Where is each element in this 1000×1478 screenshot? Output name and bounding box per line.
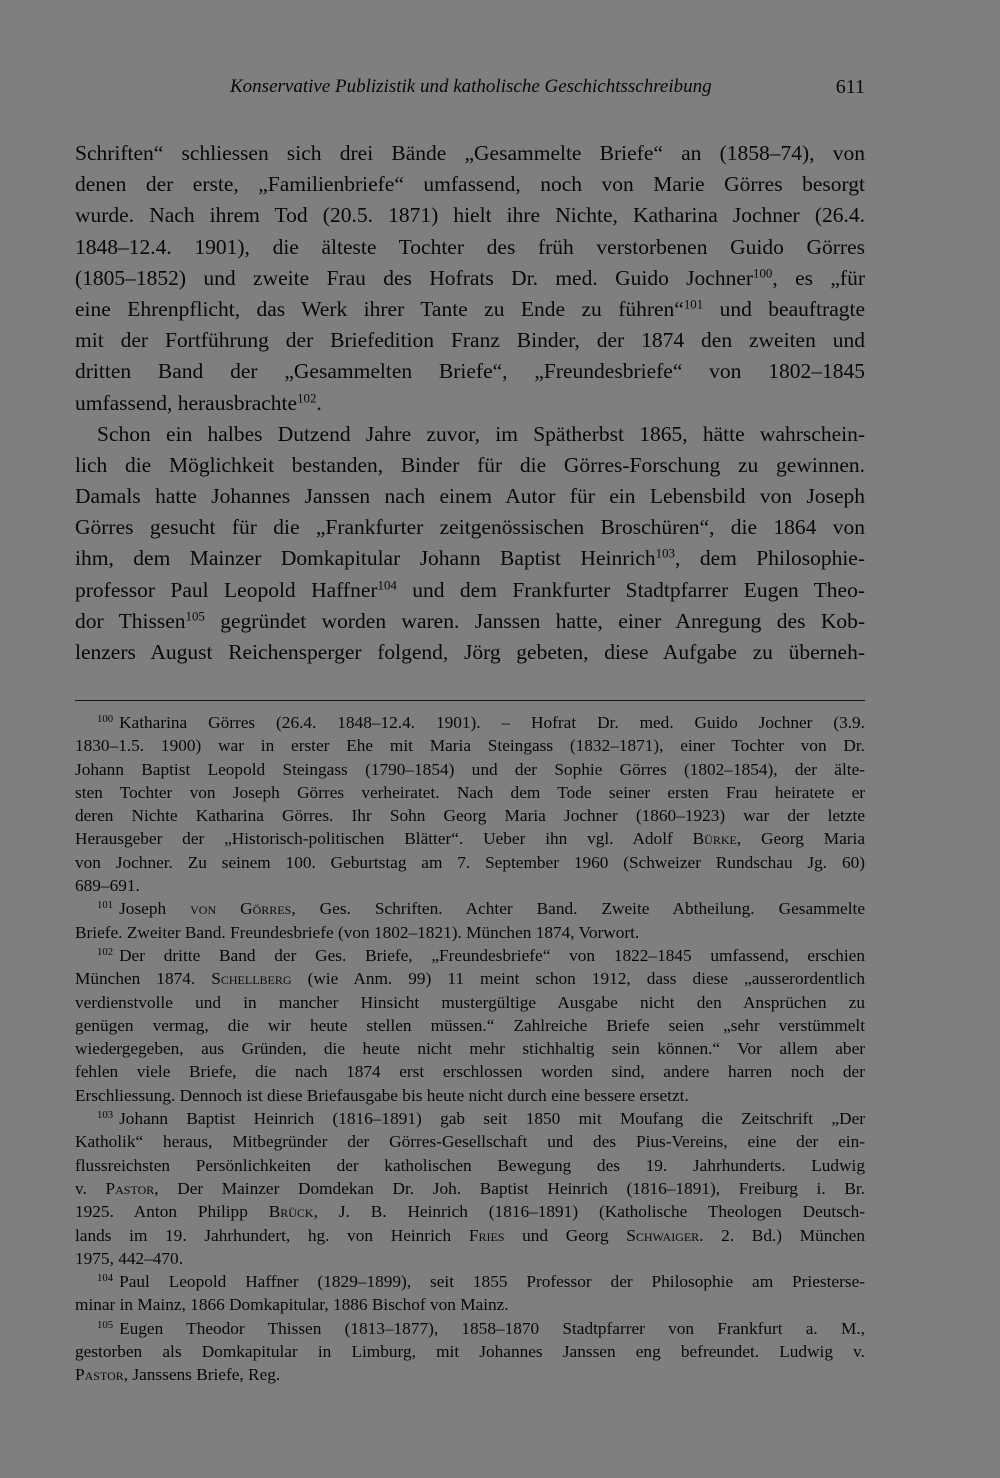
- text-run: , Ges. Schriften. Achter Band. Zweite Abtheilung. Gesammelte: [291, 899, 865, 919]
- text-run: eine Ehrenpflicht, das Werk ihrer Tante zu Ende zu führen“: [75, 296, 684, 321]
- footnote-line: [75, 921, 865, 944]
- body-line: [75, 200, 865, 231]
- footnotes: [75, 711, 865, 1387]
- footnote-line: [75, 1340, 865, 1363]
- body-line: [75, 575, 865, 606]
- text-run: , Janssens Briefe, Reg.: [123, 1365, 281, 1385]
- text-run: deren Nichte Katharina Görres. Ihr Sohn Georg Maria Jochner (1860–1923) war der letzte: [75, 806, 865, 826]
- text-run: Schriften“ schliessen sich drei Bände „Gesammelte Briefe“ an (1858–74), von: [75, 141, 865, 165]
- footnote-line: [75, 944, 865, 967]
- body-line: [75, 169, 865, 200]
- text-run: umfassend, herausbrachte: [75, 390, 298, 415]
- text-run: (wie Anm. 99) 11 meint schon 1912, dass diese „ausserordentlich: [291, 969, 866, 989]
- text-run: fehlen viele Briefe, die nach 1874 erst erschlossen worden sind, andere harren noch der: [75, 1062, 865, 1082]
- text-run: minar in Mainz, 1866 Domkapitular, 1886 Bischof von Mainz.: [75, 1295, 509, 1315]
- text-run: professor Paul Leopold Haffner: [75, 577, 378, 602]
- small-caps-name: von Görres: [190, 899, 292, 919]
- text-run: 689–691.: [75, 876, 140, 896]
- text-run: München 1874.: [75, 969, 212, 989]
- text-run: , Der Mainzer Domdekan Dr. Joh. Baptist Heinrich (1816–1891), Freiburg i. Br.: [154, 1178, 865, 1198]
- small-caps-name: Schwaiger: [626, 1225, 700, 1245]
- footnote-104: [75, 1270, 865, 1317]
- footnote-line: [75, 874, 865, 897]
- body-line: [75, 325, 865, 356]
- text-run: Schon ein halbes Dutzend Jahre zuvor, im Spätherbst 1865, hätte wahrschein-: [97, 421, 865, 446]
- footnote-line: [75, 1177, 865, 1200]
- footnote-line: [75, 1130, 865, 1153]
- text-run: lich die Möglichkeit bestanden, Binder für die Görres-Forschung zu gewinnen.: [75, 452, 865, 477]
- text-run: Herausgeber der „Historisch-politischen Blätter“. Ueber ihn vgl. Adolf: [75, 829, 693, 849]
- body-line: [75, 481, 865, 512]
- text-run: und dem Frankfurter Stadtpfarrer Eugen Theo-: [396, 577, 865, 602]
- footnote-line: [75, 1247, 865, 1270]
- text-run: 1830–1.5. 1900) war in erster Ehe mit Maria Steingass (1832–1871), einer Tochter von Dr.: [75, 736, 865, 756]
- footnote-line: [75, 1107, 865, 1130]
- text-run: . 2. Bd.) München: [699, 1225, 865, 1245]
- small-caps-name: Fries: [468, 1225, 505, 1245]
- footnote-line: [75, 827, 865, 850]
- body-text: [75, 138, 865, 668]
- text-run: Johann Baptist Leopold Steingass (1790–1854) und der Sophie Görres (1802–1854), der älte-: [75, 759, 865, 779]
- text-run: verdienstvolle und in mancher Hinsicht mustergültige Ausgabe nicht den Ansprüchen zu: [75, 992, 865, 1012]
- text-run: , es „für: [772, 265, 865, 290]
- text-run: gestorben als Domkapitular in Limburg, mit Johannes Janssen eng befreundet. Ludwig v.: [75, 1342, 865, 1362]
- page-number: 611: [835, 76, 865, 98]
- footnote-reference: 105: [185, 609, 205, 624]
- text-run: (1805–1852) und zweite Frau des Hofrats Dr. med. Guido Jochner: [75, 265, 754, 290]
- text-run: Briefe. Zweiter Band. Freundesbriefe (von 1802–1821). München 1874, Vorwort.: [75, 922, 640, 942]
- text-run: Johann Baptist Heinrich (1816–1891) gab seit 1850 mit Moufang die Zeitschrift „Der: [119, 1109, 865, 1129]
- small-caps-name: Schellberg: [211, 969, 292, 989]
- footnote-line: [75, 804, 865, 827]
- footnote-number: 102: [97, 946, 114, 959]
- text-run: Eugen Theodor Thissen (1813–1877), 1858–1870 Stadtpfarrer von Frankfurt a. M.,: [119, 1318, 865, 1338]
- text-run: gegründet worden waren. Janssen hatte, einer Anregung des Kob-: [204, 608, 866, 633]
- footnote-line: [75, 711, 865, 734]
- text-run: und beauftragte: [703, 296, 865, 321]
- text-run: flussreichsten Persönlichkeiten der katholischen Bewegung des 19. Jahrhunderts. Ludwig: [75, 1155, 865, 1175]
- footnote-number: 103: [97, 1109, 114, 1122]
- text-run: dor Thissen: [75, 608, 186, 633]
- text-run: , J. B. Heinrich (1816–1891) (Katholische Theologen Deutsch-: [313, 1202, 865, 1222]
- footnote-number: 104: [97, 1272, 114, 1285]
- text-run: .: [316, 390, 322, 415]
- text-run: von Jochner. Zu seinem 100. Geburtstag am 7. September 1960 (Schweizer Rundschau Jg. 60): [75, 852, 865, 872]
- footnote-line: [75, 758, 865, 781]
- footnote-line: [75, 1317, 865, 1340]
- footnote-line: [75, 991, 865, 1014]
- running-title: Konservative Publizistik und katholische Geschichtsschreibung: [230, 76, 712, 97]
- body-line: [75, 294, 865, 325]
- footnote-line: [75, 1200, 865, 1223]
- text-run: dritten Band der „Gesammelten Briefe“, „Freundesbriefe“ von 1802–1845: [75, 359, 865, 384]
- footnote-line: [75, 967, 865, 990]
- running-head: [75, 76, 865, 104]
- small-caps-name: Pastor: [105, 1178, 155, 1198]
- footnote-line: [75, 1060, 865, 1083]
- text-run: ihm, dem Mainzer Domkapitular Johann Baptist Heinrich: [75, 546, 656, 571]
- footnote-102: [75, 944, 865, 1107]
- body-line: [75, 450, 865, 481]
- footnote-line: [75, 897, 865, 920]
- text-run: lands im 19. Jahrhundert, hg. von Heinrich: [75, 1225, 469, 1245]
- text-run: , dem Philosophie-: [675, 546, 865, 571]
- footnote-reference: 103: [655, 546, 675, 561]
- footnote-line: [75, 1014, 865, 1037]
- text-run: 1975, 442–470.: [75, 1248, 184, 1268]
- body-line: [75, 138, 865, 169]
- text-run: Paul Leopold Haffner (1829–1899), seit 1855 Professor der Philosophie am Priesterse-: [119, 1272, 865, 1292]
- text-run: 1848–12.4. 1901), die älteste Tochter des früh verstorbenen Guido Görres: [75, 234, 865, 259]
- footnote-103: [75, 1107, 865, 1270]
- text-run: 1925. Anton Philipp: [75, 1202, 269, 1222]
- body-paragraph: [75, 138, 865, 419]
- small-caps-name: Brück: [268, 1202, 314, 1222]
- body-line: [75, 263, 865, 294]
- body-paragraph: [75, 419, 865, 669]
- body-line: [75, 356, 865, 387]
- body-line: [75, 637, 865, 668]
- footnote-line: [75, 1084, 865, 1107]
- footnote-line: [75, 1037, 865, 1060]
- footnote-line: [75, 1270, 865, 1293]
- text-run: lenzers August Reichensperger folgend, Jörg gebeten, diese Aufgabe zu überneh-: [75, 640, 865, 664]
- footnote-number: 105: [97, 1318, 114, 1331]
- footnote-line: [75, 1224, 865, 1247]
- text-run: , Georg Maria: [736, 829, 865, 849]
- small-caps-name: Bürke: [692, 829, 737, 849]
- text-run: Katharina Görres (26.4. 1848–12.4. 1901). – Hofrat Dr. med. Guido Jochner (3.9.: [119, 713, 865, 732]
- body-line: [75, 232, 865, 263]
- footnote-line: [75, 781, 865, 804]
- footnote-number: 100: [97, 713, 114, 726]
- footnote-reference: 102: [297, 390, 317, 405]
- body-line: [75, 512, 865, 543]
- text-run: genügen vermag, die wir heute stellen müssen.“ Zahlreiche Briefe seien „sehr verstümmelt: [75, 1015, 865, 1035]
- text-run: Joseph: [119, 899, 191, 919]
- text-run: sten Tochter von Joseph Görres verheiratet. Nach dem Tode seiner ersten Frau heiratete er: [75, 782, 865, 802]
- text-run: wiedergegeben, aus Gründen, die heute nicht mehr stichhaltig sein können.“ Vor allem aber: [75, 1039, 865, 1059]
- text-run: denen der erste, „Familienbriefe“ umfassend, noch von Marie Görres besorgt: [75, 172, 865, 197]
- text-run: und Georg: [504, 1225, 627, 1245]
- text-run: Görres gesucht für die „Frankfurter zeitgenössischen Broschüren“, die 1864 von: [75, 515, 865, 540]
- body-line: [75, 388, 865, 419]
- footnote-line: [75, 1154, 865, 1177]
- footnote-separator: [75, 700, 865, 701]
- text-run: mit der Fortführung der Briefedition Franz Binder, der 1874 den zweiten und: [75, 328, 865, 353]
- footnote-reference: 100: [753, 266, 773, 281]
- footnote-number: 101: [97, 899, 114, 912]
- text-run: Der dritte Band der Ges. Briefe, „Freundesbriefe“ von 1822–1845 umfassend, erschien: [119, 945, 865, 965]
- footnote-line: [75, 1293, 865, 1316]
- body-line: [75, 419, 865, 450]
- footnote-101: [75, 897, 865, 944]
- text-run: wurde. Nach ihrem Tod (20.5. 1871) hielt ihre Nichte, Katharina Jochner (26.4.: [75, 203, 865, 228]
- small-caps-name: Pastor: [75, 1365, 124, 1385]
- text-run: Erschliessung. Dennoch ist diese Briefausgabe bis heute nicht durch eine bessere ersetzt.: [75, 1085, 689, 1105]
- body-line: [75, 543, 865, 574]
- footnote-100: [75, 711, 865, 897]
- body-line: [75, 606, 865, 637]
- text-run: v.: [75, 1178, 106, 1198]
- text-run: Damals hatte Johannes Janssen nach einem Autor für ein Lebensbild von Joseph: [75, 484, 865, 509]
- footnote-105: [75, 1317, 865, 1387]
- footnote-line: [75, 1363, 865, 1386]
- footnote-line: [75, 851, 865, 874]
- footnote-reference: 101: [683, 297, 704, 312]
- footnote-line: [75, 734, 865, 757]
- text-run: Katholik“ heraus, Mitbegründer der Görres-Gesellschaft und des Pius-Vereins, eine der ein-: [75, 1132, 865, 1152]
- footnote-reference: 104: [377, 577, 397, 592]
